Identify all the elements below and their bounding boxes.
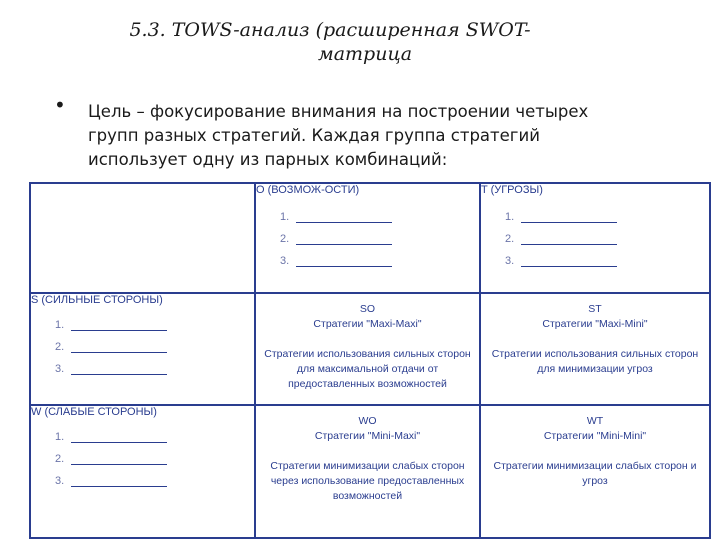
so-name: Стратегии "Maxi-Maxi" [313,318,422,330]
weaknesses-cell [30,405,255,538]
blank-line [521,208,617,223]
blank-line [296,230,392,245]
wo-name: Стратегии "Mini-Maxi" [314,430,421,442]
list-item: 3. [280,250,479,272]
blank-line [71,450,167,465]
strengths-label: S (СИЛЬНЫЕ СТОРОНЫ) [31,294,163,306]
list-item: 2. [505,228,709,250]
list-item: 2. [55,448,254,470]
st-code: ST [588,303,602,315]
strengths-cell [30,293,255,405]
opportunities-label: O (ВОЗМОЖ-ОСТИ) [256,184,360,196]
threats-list [481,206,709,272]
list-item: 3. [55,470,254,492]
slide-title-line2: матрица [317,43,413,65]
wt-strategy-cell [480,405,710,538]
list-item: 3. [55,358,254,380]
strengths-list [31,314,254,380]
threats-label: T (УГРОЗЫ) [481,184,543,196]
wo-strategy-cell [255,405,480,538]
bullet-icon: • [54,93,66,117]
blank-line [296,252,392,267]
list-item: 1. [505,206,709,228]
blank-line [296,208,392,223]
matrix-corner-cell [30,183,255,293]
intro-text: Цель – фокусирование внимания на построении четырех групп разных стратегий. Каждая группа стратегий использует одну из парных комбинаций: [88,102,589,169]
blank-line [71,472,167,487]
threats-cell [480,183,710,293]
blank-line [521,252,617,267]
so-strategy-cell [255,293,480,405]
st-name: Стратегии "Maxi-Mini" [542,318,648,330]
tows-matrix [29,182,711,539]
blank-line [71,360,167,375]
wo-description: Стратегии минимизации слабых сторон через использование предоставленных возможностей [270,460,465,502]
list-item: 1. [280,206,479,228]
list-item: 3. [505,250,709,272]
st-strategy-cell [480,293,710,405]
slide-title-line1: 5.3. TOWS-анализ (расширенная SWOT- [129,19,531,41]
wt-description: Стратегии минимизации слабых сторон и угроз [493,460,697,487]
st-description: Стратегии использования сильных сторон для минимизации угроз [491,348,699,375]
wt-name: Стратегии "Mini-Mini" [543,430,647,442]
list-item: 2. [55,336,254,358]
slide-title [0,18,720,66]
wo-code: WO [358,415,377,427]
blank-line [71,338,167,353]
list-item: 2. [280,228,479,250]
so-code: SO [359,303,376,315]
blank-line [71,428,167,443]
blank-line [521,230,617,245]
opportunities-cell [255,183,480,293]
weaknesses-label: W (СЛАБЫЕ СТОРОНЫ) [31,406,157,418]
list-item: 1. [55,314,254,336]
weaknesses-list [31,426,254,492]
blank-line [71,316,167,331]
opportunities-list [256,206,479,272]
list-item: 1. [55,426,254,448]
wt-code: WT [586,415,604,427]
so-description: Стратегии использования сильных сторон для максимальной отдачи от предоставленных возможностей [264,348,471,390]
